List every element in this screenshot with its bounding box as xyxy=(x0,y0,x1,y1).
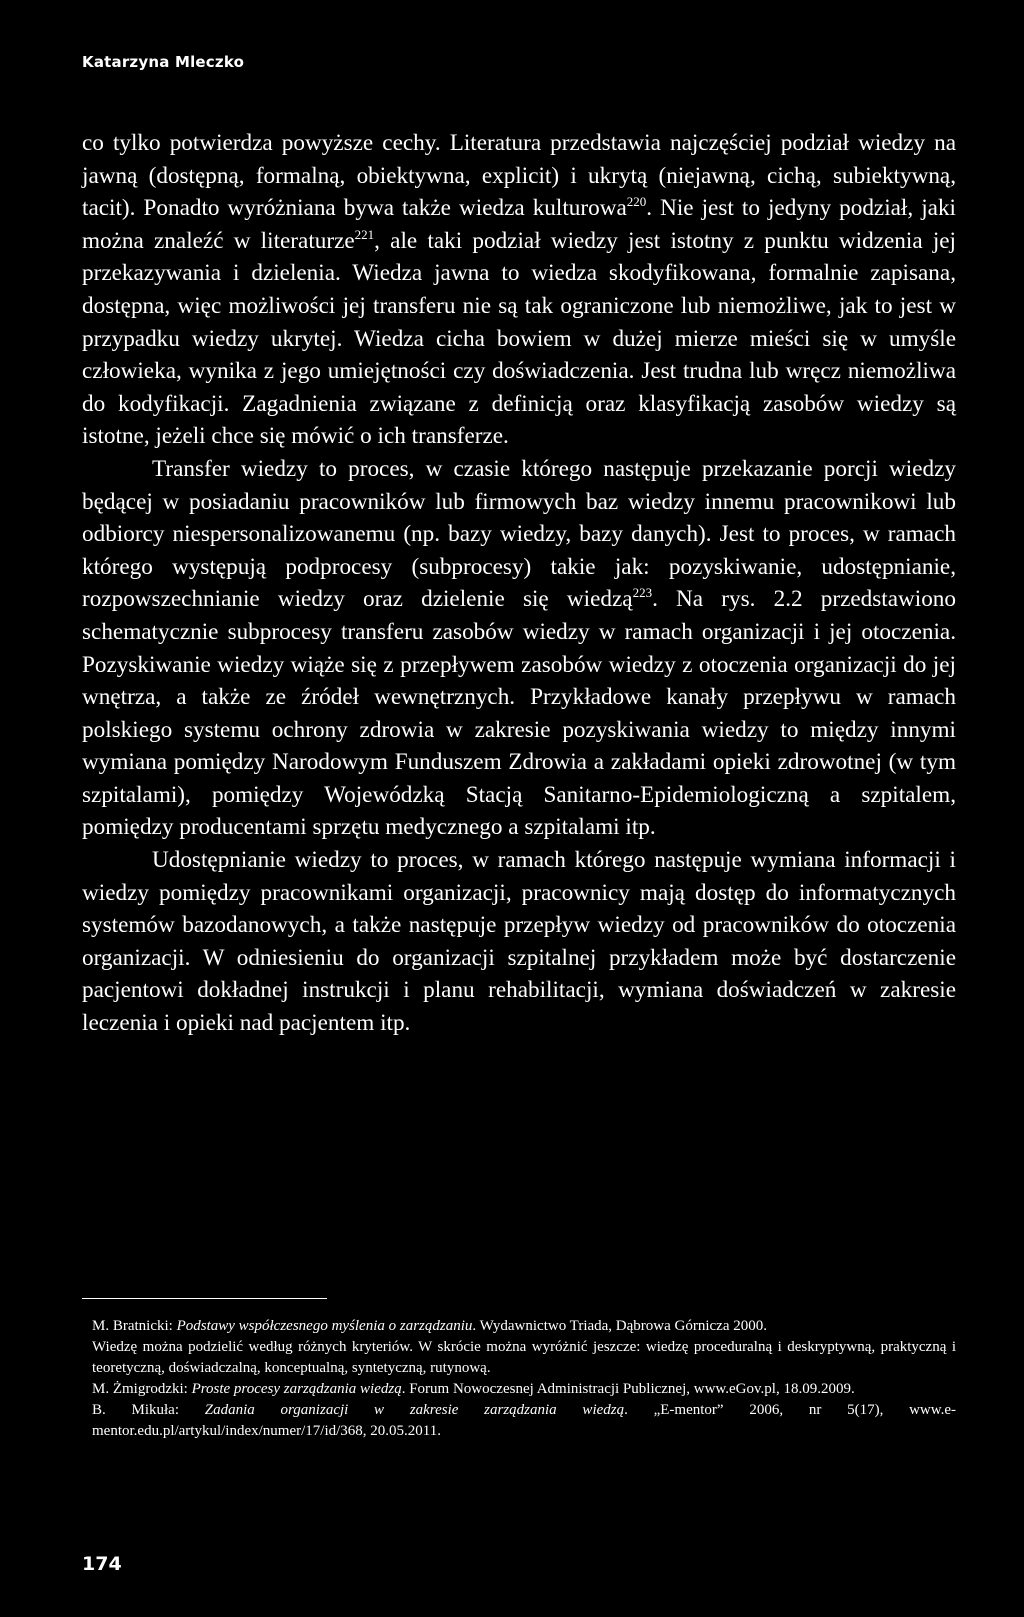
paragraph-2-text-b: . Na rys. 2.2 przedstawiono schematycznie subprocesy transferu zasobów wiedzy w ramach organizacji i jej otoczenia. Pozyskiwanie wiedzy wiąże się z przepływem zasobów wiedzy z otoczenia organizacji do jej wnętrza, a także ze źródeł wewnętrznych. Przykładowe kanały przepływu w ramach polskiego systemu ochrony zdrowia w zakresie pozyskiwania wiedzy to między innymi wymiana pomiędzy Narodowym Funduszem Zdrowia a zakładami opieki zdrowotnej (w tym szpitalami), pomiędzy Wojewódzką Stacją Sanitarno-Epidemiologiczną a szpitalem, pomiędzy producentami sprzętu medycznego a szpitalami itp. xyxy=(82,586,956,841)
paragraph-1 xyxy=(82,127,956,453)
footnote-ref-220: 220 xyxy=(626,194,647,210)
paragraph-1-text-b: . Nie jest to jedyny podział, jaki można znaleźć w literaturze xyxy=(82,195,956,254)
footnote-1-publisher: . Wydawnictwo Triada, Dąbrowa Górnicza 2000. xyxy=(472,1318,767,1334)
footnote-3-title: Proste procesy zarządzania wiedzą xyxy=(191,1381,402,1397)
footnote-1 xyxy=(92,1316,956,1337)
footnote-4-title: Zadania organizacji w zakresie zarządzania wiedzą xyxy=(204,1402,625,1418)
paragraph-1-text-a: co tylko potwierdza powyższe cechy. Literatura przedstawia najczęściej podział wiedzy na jawną (dostępną, formalną, obiektywna, explicit) i ukrytą (niejawną, cichą, subiektywną, tacit). Ponadto wyróżniana bywa także wiedza kulturowa xyxy=(82,130,956,222)
running-header-author: Katarzyna Mleczko xyxy=(82,53,245,71)
footnotes xyxy=(92,1316,956,1442)
footnote-1-title: Podstawy współczesnego myślenia o zarządzaniu xyxy=(176,1318,473,1334)
paragraph-3: Udostępnianie wiedzy to proces, w ramach którego następuje wymiana informacji i wiedzy pomiędzy pracownikami organizacji, pracownicy mają dostęp do informatycznych systemów bazodanowych, a także następuje przepływ wiedzy od pracowników do otoczenia organizacji. W odniesieniu do organizacji szpitalnej przykładem może być dostarczenie pacjentowi dokładnej instrukcji i planu rehabilitacji, wymiana doświadczeń w zakresie leczenia i opieki nad pacjentem itp. xyxy=(82,847,956,1037)
footnote-ref-223: 223 xyxy=(632,585,653,601)
footnote-1-author: M. Bratnicki: xyxy=(92,1318,177,1334)
footnote-4 xyxy=(92,1400,956,1442)
paragraph-2-text-a: Transfer wiedzy to proces, w czasie którego następuje przekazanie porcji wiedzy będącej w posiadaniu pracowników lub firmowych baz wiedzy innemu pracownikowi lub odbiorcy niespersonalizowanemu (np. bazy wiedzy, bazy danych). Jest to proces, w ramach którego występują podprocesy (subprocesy) takie jak: pozyskiwanie, udostępnianie, rozpowszechnianie wiedzy oraz dzielenie się wiedzą xyxy=(82,455,956,613)
paragraph-1-text-c: , ale taki podział wiedzy jest istotny z punktu widzenia jej przekazywania i dzielenia. Wiedza jawna to wiedza skodyfikowana, formalnie zapisana, dostępna, więc możliwości jej transferu nie są tak ograniczone lub niemożliwe, jak to jest w przypadku wiedzy ukrytej. Wiedza cicha bowiem w dużej mierze mieści się w umyśle człowieka, wynika z jego umiejętności czy doświadczenia. Jest trudna lub wręcz niemożliwa do kodyfikacji. Zagadnienia związane z definicją oraz klasyfikacją zasobów wiedzy są istotne, jeżeli chce się mówić o ich transferze. xyxy=(82,227,957,450)
footnote-separator xyxy=(82,1298,327,1299)
main-text xyxy=(82,127,956,1040)
footnote-4-source: . „E-mentor” 2006, nr 5(17), www.e-mentor.edu.pl/artykul/index/numer/17/id/368, 20.05.2011. xyxy=(92,1402,956,1439)
paragraph-2 xyxy=(82,453,956,844)
footnote-3-author: M. Żmigrodzki: xyxy=(92,1381,192,1397)
page-number: 174 xyxy=(82,1553,122,1575)
footnote-4-author: B. Mikuła: xyxy=(92,1402,205,1418)
footnote-3-source: . Forum Nowoczesnej Administracji Publicznej, www.eGov.pl, 18.09.2009. xyxy=(401,1381,855,1397)
footnote-2: Wiedzę można podzielić według różnych kryteriów. W skrócie można wyróżnić jeszcze: wiedzę proceduralną i deskryptywną, praktyczną i teoretyczną, doświadczalną, konceptualną, syntetyczną, rutynową. xyxy=(92,1339,956,1376)
footnote-3 xyxy=(92,1379,956,1400)
footnote-ref-221: 221 xyxy=(354,226,375,242)
